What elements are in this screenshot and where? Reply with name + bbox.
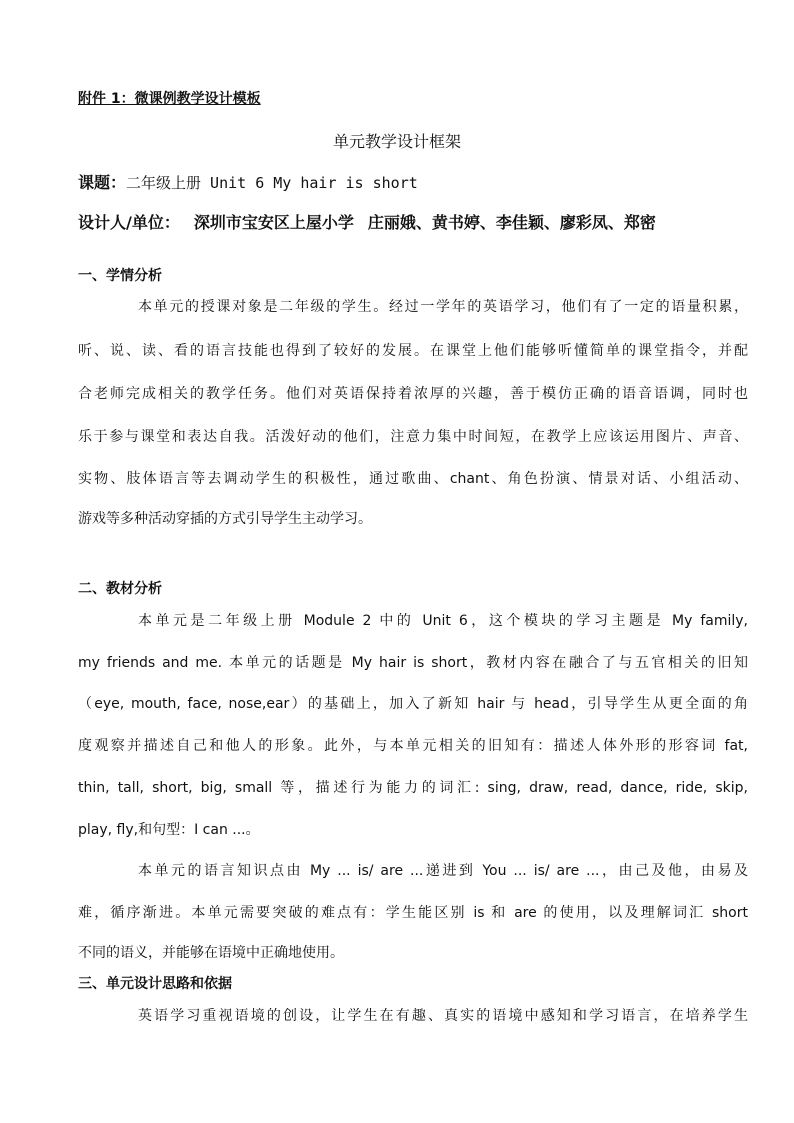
paragraph-line: 英语学习重视语境的创设，让学生在有趣、真实的语境中感知和学习语言，在培养学生 <box>138 1008 748 1024</box>
designer-line <box>78 210 656 233</box>
paragraph-line: 游戏等多种活动穿插的方式引导学生主动学习。 <box>78 511 372 527</box>
paragraph-line: 本单元的授课对象是二年级的学生。经过一学年的英语学习，他们有了一定的语量积累， <box>138 299 748 315</box>
topic-label: 课题： <box>78 173 127 192</box>
paragraph-line: 乐于参与课堂和表达自我。活泼好动的他们，注意力集中时间短，在教学上应该运用图片、声音、 <box>78 429 748 445</box>
paragraph-line: my friends and me. 本单元的话题是 My hair is short，教材内容在融合了与五官相关的旧知 <box>78 655 748 671</box>
paragraph-line: 本单元是二年级上册 Module 2 中的 Unit 6，这个模块的学习主题是 My family, <box>138 613 748 629</box>
paragraph-line: 不同的语义，并能够在语境中正确地使用。 <box>78 945 344 961</box>
paragraph-line: thin, tall, short, big, small 等，描述行为能力的词汇: sing, draw, read, dance, ride, skip, <box>78 780 748 796</box>
topic-line <box>78 170 418 193</box>
paragraph-line: 实物、肢体语言等去调动学生的积极性，通过歌曲、chant、角色扮演、情景对话、小组活动、 <box>78 471 748 487</box>
paragraph-line: 合老师完成相关的教学任务。他们对英语保持着浓厚的兴趣，善于模仿正确的语音语调，同时也 <box>78 386 748 402</box>
section-heading-textbook-analysis: 二、教材分析 <box>78 581 162 597</box>
topic-value: 二年级上册 Unit 6 My hair is short <box>126 174 418 192</box>
paragraph-line: play, fly,和句型：I can ...。 <box>78 822 260 838</box>
paragraph-line: 本单元的语言知识点由 My ... is/ are ...递进到 You ... is/ are ...，由己及他，由易及 <box>138 863 748 879</box>
paragraph-line: 难，循序渐进。本单元需要突破的难点有：学生能区别 is 和 are 的使用，以及理解词汇 short <box>78 905 748 921</box>
document-title: 单元教学设计框架 <box>332 132 461 151</box>
designer-school: 深圳市宝安区上屋小学 <box>193 213 354 232</box>
paragraph-line: 度观察并描述自己和他人的形象。此外，与本单元相关的旧知有：描述人体外形的形容词 fat, <box>78 738 748 754</box>
designer-label: 设计人/单位： <box>78 213 180 232</box>
paragraph-line: 听、说、读、看的语言技能也得到了较好的发展。在课堂上他们能够听懂简单的课堂指令，并配 <box>78 343 748 359</box>
attachment-label: 附件 1：微课例教学设计模板 <box>78 91 261 107</box>
section-heading-design-rationale: 三、单元设计思路和依据 <box>78 976 232 992</box>
section-heading-learner-analysis: 一、学情分析 <box>78 268 162 284</box>
designer-names: 庄丽娥、黄书婷、李佳颖、廖彩凤、郑密 <box>367 213 656 232</box>
paragraph-line: （eye, mouth, face, nose,ear）的基础上，加入了新知 hair 与 head，引导学生从更全面的角 <box>78 696 748 712</box>
